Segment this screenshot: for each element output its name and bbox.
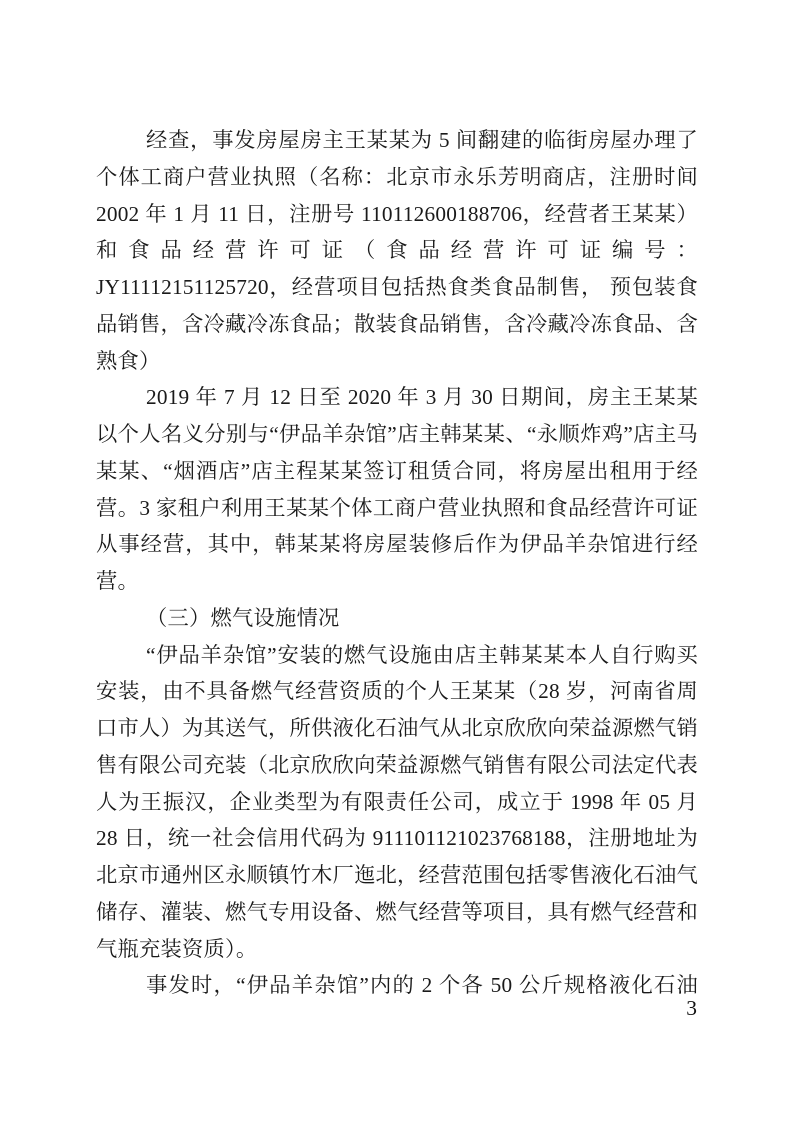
document-body: [96, 122, 698, 1004]
paragraph-business-license-info: 经查，事发房屋房主王某某为 5 间翻建的临街房屋办理了个体工商户营业执照（名称：北京市永乐芳明商店，注册时间 2002 年 1 月 11 日，注册号 110112600188706，经营者王某某）和食品经营许可证（食品经营许可证编号：JY11112151125720，经营项目包括热食类食品制售， 预包装食品销售，含冷藏冷冻食品；散装食品销售，含冷藏冷冻食品、含熟食）: [96, 128, 698, 373]
paragraph-incident-gas-cylinders: 事发时，“伊品羊杂馆”内的 2 个各 50 公斤规格液化石油: [146, 973, 698, 998]
section-heading-gas-facilities: （三）燃气设施情况: [146, 605, 340, 630]
paragraph-lease-contracts-info: 2019 年 7 月 12 日至 2020 年 3 月 30 日期间，房主王某某以个人名义分别与“伊品羊杂馆”店主韩某某、“永顺炸鸡”店主马某某、“烟酒店”店主程某某签订租赁合同，将房屋出租用于经营。3 家租户利用王某某个体工商户营业执照和食品经营许可证从事经营，其中，韩某某将房屋装修后作为伊品羊杂馆进行经营。: [96, 385, 698, 593]
page-number: 3: [686, 996, 697, 1020]
paragraph-gas-installation-supplier-info: “伊品羊杂馆”安装的燃气设施由店主韩某某本人自行购买安装，由不具备燃气经营资质的个人王某某（28 岁，河南省周口市人）为其送气，所供液化石油气从北京欣欣向荣益源燃气销售有限公司充装（北京欣欣向荣益源燃气销售有限公司法定代表人为王振汉，企业类型为有限责任公司，成立于 1998 年 05 月 28 日，统一社会信用代码为 911101121023768188，注册地址为北京市通州区永顺镇竹木厂迤北，经营范围包括零售液化石油气储存、灌装、燃气专用设备、燃气经营等项目，具有燃气经营和气瓶充装资质）。: [96, 642, 698, 961]
page-footer: [686, 995, 697, 1021]
